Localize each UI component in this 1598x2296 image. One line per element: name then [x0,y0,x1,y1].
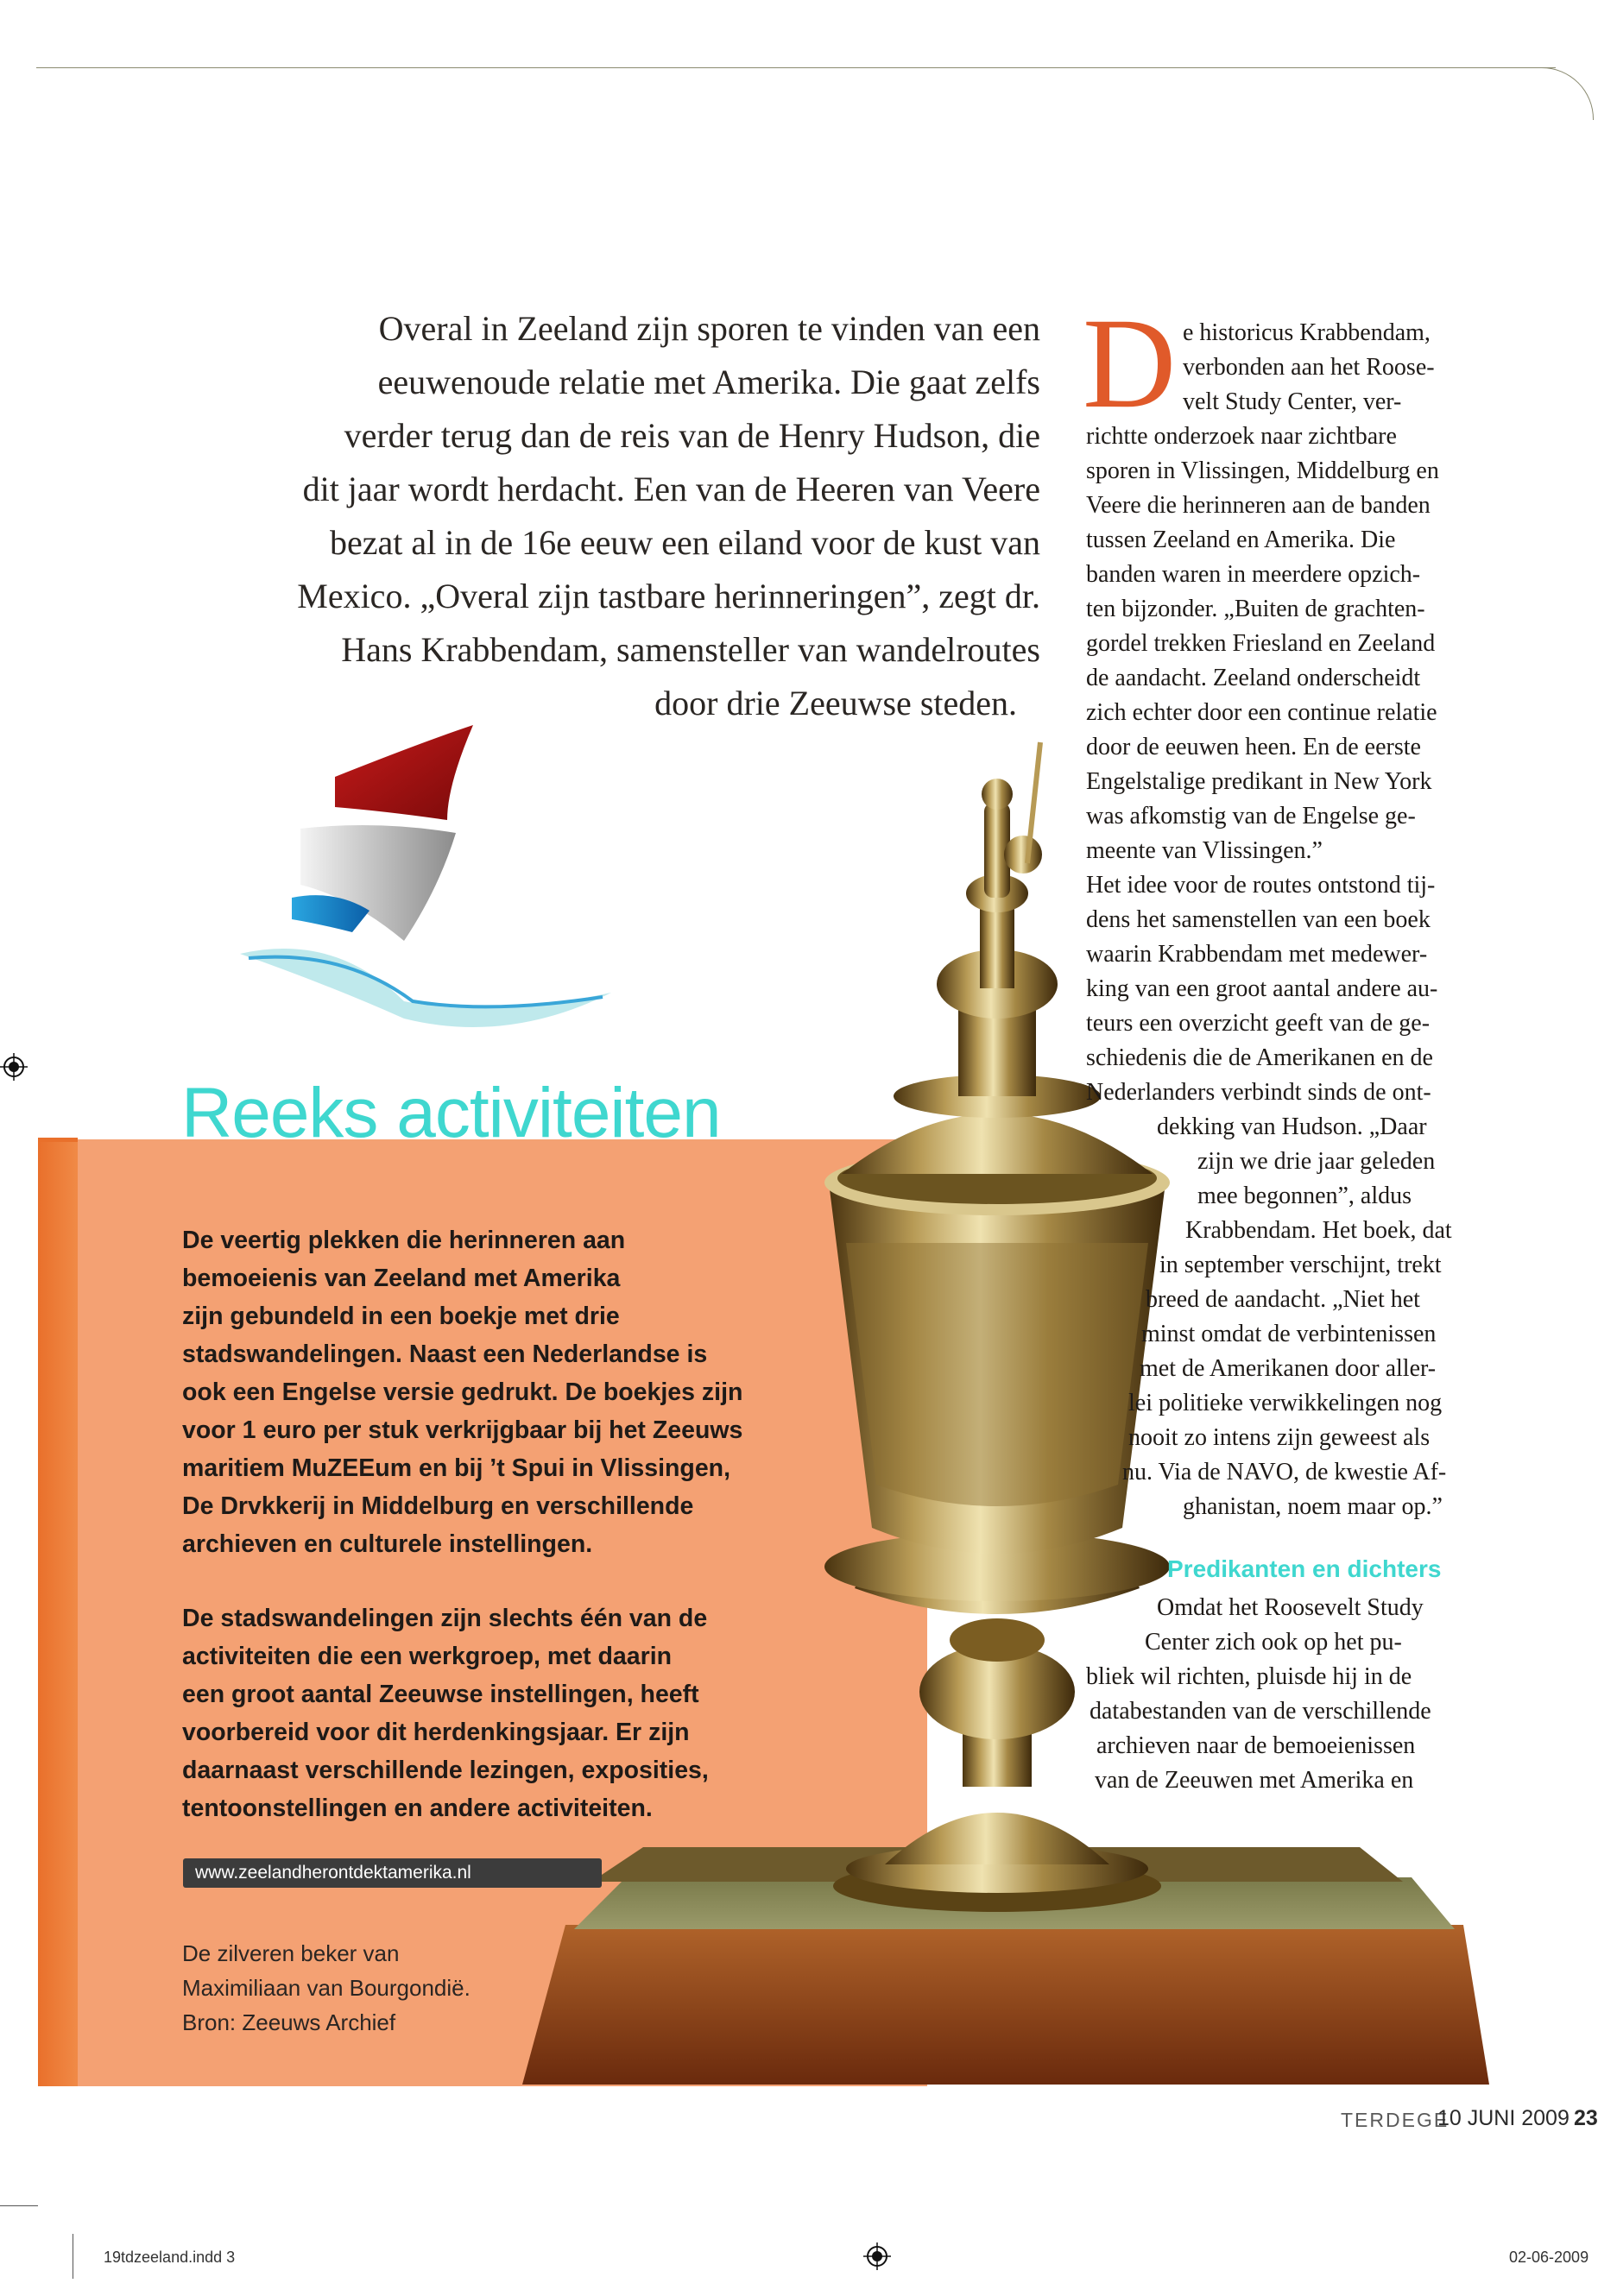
photo-caption: De zilveren beker van Maximiliaan van Bourgondië. Bron: Zeeuws Archief [182,1940,471,2035]
article-line: Engelstalige predikant in New York [1086,768,1432,795]
sidebar-paragraph-1 [182,1221,804,1563]
article-line: nu. Via de NAVO, de kwestie Af- [1122,1459,1447,1485]
article-line: Omdat het Roosevelt Study [1157,1594,1424,1621]
article-line: ten bijzonder. „Buiten de grachten- [1086,596,1425,622]
article-line: mee begonnen”, aldus [1197,1183,1412,1209]
article-line: e historicus Krabbendam, [1183,319,1431,346]
slug-filename: 19tdzeeland.indd 3 [104,2249,236,2266]
article-line: richtte onderzoek naar zichtbare [1086,423,1397,450]
article-subhead: Predikanten en dichters [1167,1555,1442,1582]
registration-mark-icon [0,1053,28,1081]
article-line: breed de aandacht. „Niet het [1146,1286,1420,1313]
article-line: king van een groot aantal andere au- [1086,975,1438,1002]
article-line: was afkomstig van de Engelse ge- [1086,803,1416,829]
article-line: Center zich ook op het pu- [1145,1629,1402,1656]
article-line: schiedenis die de Amerikanen en de [1086,1044,1433,1071]
magazine-name: TERDEGE [1341,2109,1450,2131]
article-line: bliek wil richten, pluisde hij in de [1086,1663,1412,1690]
article-line: meente van Vlissingen.” [1086,837,1323,864]
drop-cap: D [1083,292,1177,435]
article-line: ghanistan, noem maar op.” [1183,1493,1443,1520]
page-number: 23 [1574,2106,1598,2130]
page-corner [1521,67,1594,120]
sidebar-paragraph-2-text: De stadswandelingen zijn slechts één van de activiteiten die een werkgroep, met daarin een groot aantal Zeeuwse instellingen, heeft voorbereid voor dit herdenkingsjaar. Er zijn daarnaast verschillende lezingen, exposities, tentoonstellingen en andere activiteiten. [182,1605,709,1822]
article-line: minst omdat de verbintenissen [1141,1321,1437,1347]
intro-last-line: door drie Zeeuwse steden. [654,684,1017,722]
intro-line: Hans Krabbendam, samensteller van wandelroutes [341,630,1040,669]
article-line: waarin Krabbendam met medewer- [1086,941,1428,968]
article-line: met de Amerikanen door aller- [1140,1355,1437,1382]
article-line: door de eeuwen heen. En de eerste [1086,734,1421,760]
info-panel-strip [38,1139,78,2086]
intro-line: eeuwenoude relatie met Amerika. Die gaat zelfs [377,363,1040,401]
website-link[interactable]: www.zeelandherontdektamerika.nl [183,1858,602,1888]
article-line: databestanden van de verschillende [1090,1698,1431,1725]
article-line: nooit zo intens zijn geweest als [1128,1424,1431,1451]
page-edge-line [36,67,1556,68]
intro-line: verder terug dan de reis van de Henry Hudson, die [344,416,1040,455]
article-line: archieven naar de bemoeienissen [1096,1732,1416,1759]
sidebar-paragraph-2 [182,1599,804,1827]
article-line: banden waren in meerdere opzich- [1086,561,1421,588]
article-line: gordel trekken Friesland en Zeeland [1086,630,1436,657]
article-line: dekking van Hudson. „Daar [1157,1113,1427,1140]
sidebar-paragraph-1-text: De veertig plekken die herinneren aan bemoeienis van Zeeland met Amerika zijn gebundeld in een boekje met drie stadswandelingen. Naast een Nederlandse is ook een Engelse versie gedrukt. De boekjes zijn voor 1 euro per stuk verkrijgbaar bij het Zeeuws maritiem MuZEEum en bij ’t Spui in Vlissingen, De Drvkkerij in Middelburg en verschillende archieven en culturele instellingen. [182,1227,743,1558]
article-line: verbonden aan het Roose- [1183,354,1435,381]
article-line: zijn we drie jaar geleden [1197,1148,1436,1175]
article-line: Krabbendam. Het boek, dat [1185,1217,1452,1244]
intro-line: Overal in Zeeland zijn sporen te vinden van een [378,309,1040,348]
article-line: van de Zeeuwen met Amerika en [1095,1767,1414,1794]
article-line: Het idee voor de routes ontstond tij- [1086,872,1436,899]
article-line: Nederlanders verbindt sinds de ont- [1086,1079,1431,1106]
article-line: Veere die herinneren aan de banden [1086,492,1431,519]
intro-paragraph [216,302,1040,677]
article-line: zich echter door een continue relatie [1086,699,1437,726]
intro-line: Mexico. „Overal zijn tastbare herinneringen”, zegt dr. [297,577,1040,615]
article-line: de aandacht. Zeeland onderscheidt [1086,665,1421,691]
article-line: teurs een overzicht geeft van de ge- [1086,1010,1431,1037]
registration-mark-icon [863,2242,891,2270]
article-line: sporen in Vlissingen, Middelburg en [1086,457,1439,484]
article-line: velt Study Center, ver- [1183,388,1402,415]
intro-line: dit jaar wordt herdacht. Een van de Heeren van Veere [302,470,1040,508]
article-line: lei politieke verwikkelingen nog [1128,1390,1443,1416]
article-line: tussen Zeeland en Amerika. Die [1086,527,1396,553]
crop-mark [0,2205,38,2206]
slug-date: 02-06-2009 [1509,2249,1589,2266]
issue-date: 10 JUNI 2009 [1437,2106,1570,2130]
article-line: dens het samenstellen van een boek [1086,906,1431,933]
intro-line: bezat al in de 16e eeuw een eiland voor de kust van [329,523,1040,562]
info-panel-topline [38,1138,78,1142]
sidebar-title: Reeks activiteiten [181,1074,721,1152]
zeeland-sail-logo [231,725,620,1044]
article-line: in september verschijnt, trekt [1159,1252,1442,1278]
